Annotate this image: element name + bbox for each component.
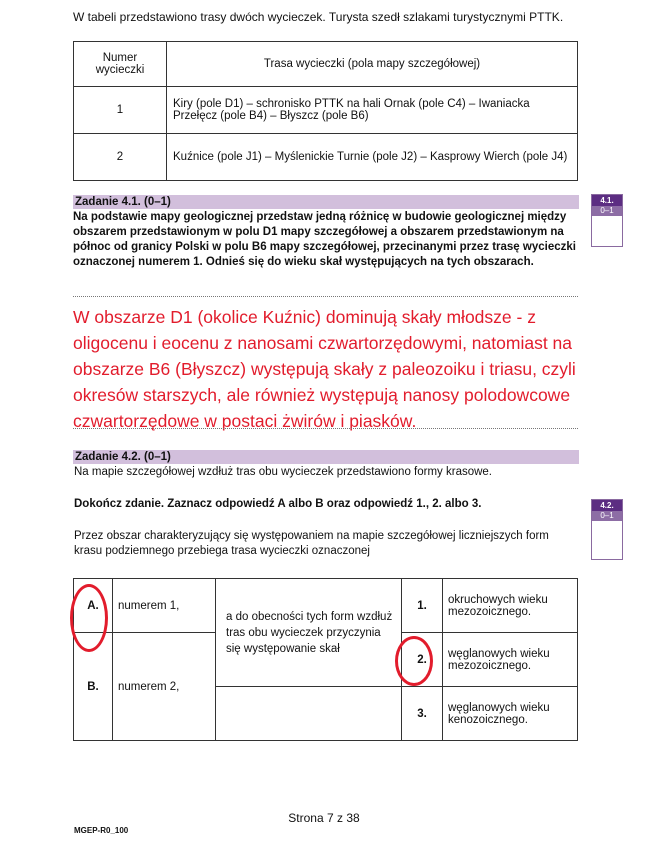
score-box-field[interactable] <box>592 521 622 559</box>
document-code: MGEP-R0_100 <box>74 826 129 835</box>
task-4-2-subtitle: Na mapie szczegółowej wzdłuż tras obu wycieczek przedstawiono formy krasowe. <box>74 466 493 478</box>
task-4-1-title: Zadanie 4.1. (0–1) <box>73 195 579 209</box>
option-1-number[interactable]: 1. <box>402 579 443 633</box>
col-header-route: Trasa wycieczki (pola mapy szczegółowej) <box>167 42 578 87</box>
option-3-text[interactable]: węglanowych wieku kenozoicznego. <box>443 687 578 741</box>
handwritten-answer: W obszarze D1 (okolice Kuźnic) dominują skały młodsze - z oligocenu i eocenu z nanosami czwartorzędowymi, natomiast na obszarze B6 (Błyszcz) występują skały z paleozoiku i triasu, czyli okresów starszych, ale również występują nanosy polodowcowe czwartorzędowe w postaci żwirów i piasków. <box>73 307 576 431</box>
option-a-letter[interactable]: A. <box>74 579 113 633</box>
selection-circle-a <box>70 584 108 652</box>
option-b-text[interactable]: numerem 2, <box>113 633 216 741</box>
score-box-4-2 <box>591 499 623 560</box>
option-1-text[interactable]: okruchowych wieku mezozoicznego. <box>443 579 578 633</box>
route-text: Kiry (pole D1) – schronisko PTTK na hali Ornak (pole C4) – Iwaniacka Przełęcz (pole B4) – Błyszcz (pole B6) <box>167 87 578 134</box>
option-2-text[interactable]: węglanowych wieku mezozoicznego. <box>443 633 578 687</box>
task-4-2-prompt: Przez obszar charakteryzujący się występowaniem na mapie szczegółowej liczniejszych form krasu podziemnego przebiega trasa wycieczki oznaczonej <box>74 530 549 557</box>
task-4-1-text: Na podstawie mapy geologicznej przedstaw jedną różnicę w budowie geologicznej między obszarem przedstawionym w polu D1 mapy szczegółowej a obszarem przedstawionym na północ od granicy Polski w polu B6 mapy szczegółowej, przecinanymi przez trasę wycieczki oznaczonej numerem 1. Odnieś się do wieku skał występujących na tych obszarach. <box>73 211 576 268</box>
score-box-label: 4.1. <box>592 195 622 206</box>
middle-text: a do obecności tych form wzdłuż tras obu wycieczek przyczynia się występowanie skał <box>216 579 402 687</box>
answer-line <box>73 296 578 297</box>
option-3-number[interactable]: 3. <box>402 687 443 741</box>
option-2-number[interactable]: 2. <box>402 633 443 687</box>
answer-line <box>73 428 578 429</box>
col-header-number: Numer wycieczki <box>74 42 167 87</box>
task-4-2-instruction: Dokończ zdanie. Zaznacz odpowiedź A albo B oraz odpowiedź 1., 2. albo 3. <box>74 498 482 510</box>
route-number: 1 <box>74 87 167 134</box>
route-number: 2 <box>74 134 167 181</box>
score-box-4-1 <box>591 194 623 247</box>
page-number: Strona 7 z 38 <box>288 811 360 825</box>
selection-circle-2 <box>395 636 433 686</box>
option-b-letter[interactable]: B. <box>74 633 113 741</box>
option-a-text[interactable]: numerem 1, <box>113 579 216 633</box>
task-4-2-title: Zadanie 4.2. (0–1) <box>73 450 579 464</box>
table-row <box>74 87 578 134</box>
score-box-points: 0–1 <box>592 206 622 216</box>
table-row <box>74 134 578 181</box>
score-box-points: 0–1 <box>592 511 622 521</box>
answer-choice-table <box>73 578 578 741</box>
score-box-field[interactable] <box>592 216 622 246</box>
score-box-label: 4.2. <box>592 500 622 511</box>
middle-spacer <box>216 687 402 741</box>
route-text: Kuźnice (pole J1) – Myślenickie Turnie (pole J2) – Kasprowy Wierch (pole J4) <box>167 134 578 181</box>
intro-text: W tabeli przedstawiono trasy dwóch wycieczek. Turysta szedł szlakami turystycznymi PTTK. <box>73 10 564 24</box>
routes-table <box>73 41 578 181</box>
